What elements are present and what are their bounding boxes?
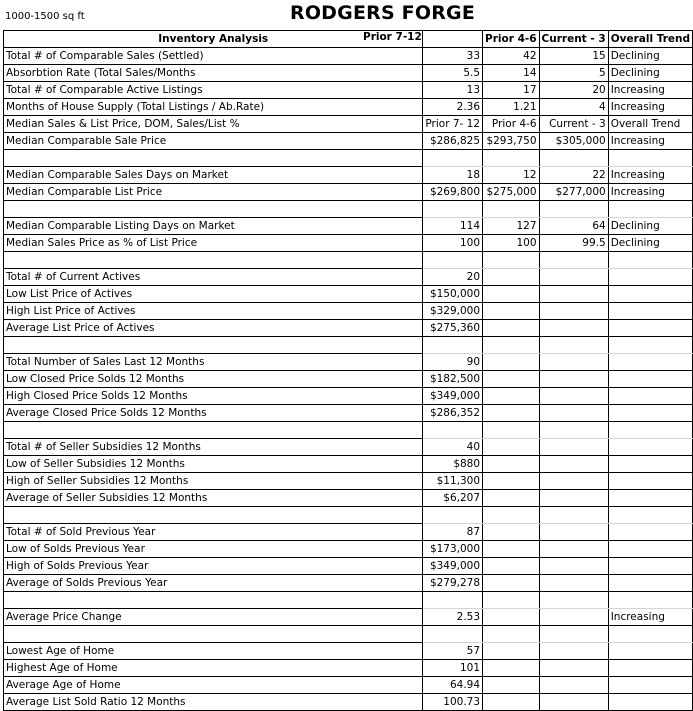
- cell-c4: [608, 541, 692, 558]
- cell-c3: [539, 388, 608, 405]
- cell-c2: $275,000: [483, 184, 540, 201]
- cell-c3: [539, 609, 608, 626]
- cell-c4: [608, 303, 692, 320]
- table-row: [4, 354, 693, 371]
- cell-c2: [483, 303, 540, 320]
- cell-c3: [539, 677, 608, 694]
- cell-c1: 90: [423, 354, 483, 371]
- cell-c2: 17: [483, 82, 540, 99]
- cell-c3: [539, 286, 608, 303]
- cell-c3: $305,000: [539, 133, 608, 150]
- cell-c1: [423, 422, 483, 439]
- cell-c2: [483, 354, 540, 371]
- table-row: [4, 218, 693, 235]
- cell-c2: 1.21: [483, 99, 540, 116]
- cell-c1: [423, 626, 483, 643]
- cell-c3: [539, 507, 608, 524]
- cell-c1: $286,352: [423, 405, 483, 422]
- cell-c4: [608, 490, 692, 507]
- cell-c2: [483, 320, 540, 337]
- cell-c1: $349,000: [423, 558, 483, 575]
- cell-c3: [539, 405, 608, 422]
- cell-c1: $275,360: [423, 320, 483, 337]
- row-label: [4, 252, 423, 269]
- table-row: [4, 439, 693, 456]
- cell-c2: [483, 643, 540, 660]
- table-row: [4, 82, 693, 99]
- row-label: Median Sales Price as % of List Price: [4, 235, 423, 252]
- spacer-row: [4, 507, 693, 524]
- cell-c2: [483, 422, 540, 439]
- cell-c4: [608, 660, 692, 677]
- table-row: [4, 320, 693, 337]
- cell-c4: Declining: [608, 218, 692, 235]
- table-row: [4, 371, 693, 388]
- row-label: High of Seller Subsidies 12 Months: [4, 473, 423, 490]
- cell-c2: [483, 558, 540, 575]
- table-row: [4, 456, 693, 473]
- cell-c2: [483, 201, 540, 218]
- row-label: High of Solds Previous Year: [4, 558, 423, 575]
- cell-c4: [608, 626, 692, 643]
- cell-c3: [539, 473, 608, 490]
- cell-c4: [608, 575, 692, 592]
- cell-c3: 64: [539, 218, 608, 235]
- cell-c2: 127: [483, 218, 540, 235]
- spacer-row: [4, 252, 693, 269]
- cell-c2: [483, 286, 540, 303]
- cell-c3: [539, 354, 608, 371]
- row-label: Average of Solds Previous Year: [4, 575, 423, 592]
- cell-c1: 101: [423, 660, 483, 677]
- cell-c3: 99.5: [539, 235, 608, 252]
- cell-c3: [539, 439, 608, 456]
- cell-c3: [539, 541, 608, 558]
- row-label: Lowest Age of Home: [4, 643, 423, 660]
- cell-c3: [539, 490, 608, 507]
- table-row: [4, 286, 693, 303]
- cell-c1: 2.53: [423, 609, 483, 626]
- page-title: RODGERS FORGE: [290, 2, 475, 24]
- cell-c1: [423, 252, 483, 269]
- cell-c1: 40: [423, 439, 483, 456]
- spacer-row: [4, 337, 693, 354]
- cell-c1: 5.5: [423, 65, 483, 82]
- row-label: Average Price Change: [4, 609, 423, 626]
- row-label: Low List Price of Actives: [4, 286, 423, 303]
- row-label: Average Age of Home: [4, 677, 423, 694]
- table-row: [4, 184, 693, 201]
- cell-c1: [423, 337, 483, 354]
- row-label: Total # of Comparable Sales (Settled): [4, 48, 423, 65]
- cell-c3: [539, 592, 608, 609]
- row-label: High Closed Price Solds 12 Months: [4, 388, 423, 405]
- cell-c2: [483, 677, 540, 694]
- cell-c4: Overall Trend: [608, 116, 692, 133]
- cell-c1: $329,000: [423, 303, 483, 320]
- row-label: [4, 422, 423, 439]
- table-row: [4, 388, 693, 405]
- cell-c2: [483, 592, 540, 609]
- row-label: Low Closed Price Solds 12 Months: [4, 371, 423, 388]
- inventory-table: [3, 30, 693, 711]
- table-row: [4, 677, 693, 694]
- cell-c1: $173,000: [423, 541, 483, 558]
- cell-c4: [608, 456, 692, 473]
- spacer-row: [4, 422, 693, 439]
- cell-c1: 2.36: [423, 99, 483, 116]
- cell-c3: [539, 337, 608, 354]
- table-row: [4, 405, 693, 422]
- row-label: High List Price of Actives: [4, 303, 423, 320]
- header-prior-7-12-label: Prior 7-12: [363, 31, 422, 43]
- header-row: [4, 31, 693, 48]
- cell-c3: 4: [539, 99, 608, 116]
- cell-c3: $277,000: [539, 184, 608, 201]
- cell-c1: $269,800: [423, 184, 483, 201]
- row-label: Total Number of Sales Last 12 Months: [4, 354, 423, 371]
- cell-c3: [539, 626, 608, 643]
- cell-c4: [608, 677, 692, 694]
- row-label: Median Sales & List Price, DOM, Sales/List %: [4, 116, 423, 133]
- cell-c2: [483, 575, 540, 592]
- cell-c2: [483, 456, 540, 473]
- table-row: [4, 541, 693, 558]
- cell-c4: [608, 592, 692, 609]
- cell-c1: $6,207: [423, 490, 483, 507]
- cell-c1: 18: [423, 167, 483, 184]
- cell-c4: [608, 388, 692, 405]
- table-row: [4, 303, 693, 320]
- cell-c4: [608, 269, 692, 286]
- table-row: [4, 524, 693, 541]
- row-label: [4, 201, 423, 218]
- row-label: Average List Sold Ratio 12 Months: [4, 694, 423, 711]
- cell-c1: $279,278: [423, 575, 483, 592]
- cell-c2: [483, 660, 540, 677]
- spacer-row: [4, 592, 693, 609]
- cell-c2: [483, 439, 540, 456]
- cell-c1: 100: [423, 235, 483, 252]
- header-inventory-analysis: Inventory Analysis: [4, 31, 423, 48]
- table-row: [4, 133, 693, 150]
- table-row: [4, 575, 693, 592]
- table-row: [4, 490, 693, 507]
- cell-c4: [608, 320, 692, 337]
- header-overall-trend: Overall Trend: [608, 31, 692, 48]
- cell-c4: Increasing: [608, 167, 692, 184]
- cell-c1: 100.73: [423, 694, 483, 711]
- cell-c4: [608, 201, 692, 218]
- cell-c1: 64.94: [423, 677, 483, 694]
- row-label: [4, 626, 423, 643]
- cell-c3: [539, 252, 608, 269]
- cell-c4: Increasing: [608, 609, 692, 626]
- cell-c4: [608, 252, 692, 269]
- cell-c1: [423, 150, 483, 167]
- cell-c2: [483, 694, 540, 711]
- cell-c4: [608, 405, 692, 422]
- cell-c2: [483, 337, 540, 354]
- cell-c2: 14: [483, 65, 540, 82]
- spacer-row: [4, 150, 693, 167]
- cell-c1: $349,000: [423, 388, 483, 405]
- table-row: [4, 167, 693, 184]
- table-row: [4, 269, 693, 286]
- cell-c3: [539, 575, 608, 592]
- cell-c3: [539, 660, 608, 677]
- cell-c1: 87: [423, 524, 483, 541]
- cell-c3: [539, 524, 608, 541]
- cell-c3: [539, 422, 608, 439]
- cell-c1: 33: [423, 48, 483, 65]
- row-label: Highest Age of Home: [4, 660, 423, 677]
- cell-c2: [483, 541, 540, 558]
- cell-c2: [483, 609, 540, 626]
- cell-c4: Increasing: [608, 99, 692, 116]
- cell-c3: [539, 269, 608, 286]
- cell-c3: [539, 150, 608, 167]
- cell-c2: [483, 405, 540, 422]
- cell-c3: [539, 303, 608, 320]
- cell-c4: [608, 524, 692, 541]
- row-label: [4, 592, 423, 609]
- table-row: [4, 235, 693, 252]
- cell-c4: Increasing: [608, 82, 692, 99]
- cell-c2: 100: [483, 235, 540, 252]
- table-row: [4, 65, 693, 82]
- cell-c1: 20: [423, 269, 483, 286]
- cell-c4: [608, 337, 692, 354]
- row-label: Total # of Current Actives: [4, 269, 423, 286]
- cell-c2: [483, 269, 540, 286]
- cell-c2: [483, 473, 540, 490]
- cell-c2: [483, 507, 540, 524]
- cell-c3: 15: [539, 48, 608, 65]
- cell-c3: 20: [539, 82, 608, 99]
- table-row: [4, 660, 693, 677]
- table-row: [4, 643, 693, 660]
- row-label: Low of Solds Previous Year: [4, 541, 423, 558]
- table-row: [4, 99, 693, 116]
- table-row: [4, 694, 693, 711]
- cell-c2: [483, 626, 540, 643]
- cell-c4: Increasing: [608, 184, 692, 201]
- row-label: Total # of Seller Subsidies 12 Months: [4, 439, 423, 456]
- row-label: Median Comparable List Price: [4, 184, 423, 201]
- cell-c2: 42: [483, 48, 540, 65]
- cell-c1: 114: [423, 218, 483, 235]
- cell-c1: $150,000: [423, 286, 483, 303]
- cell-c2: [483, 252, 540, 269]
- row-label: Median Comparable Sales Days on Market: [4, 167, 423, 184]
- cell-c1: 13: [423, 82, 483, 99]
- cell-c4: [608, 558, 692, 575]
- cell-c3: [539, 643, 608, 660]
- cell-c4: [608, 150, 692, 167]
- row-label: [4, 150, 423, 167]
- row-label: Median Comparable Sale Price: [4, 133, 423, 150]
- cell-c3: 5: [539, 65, 608, 82]
- cell-c2: [483, 371, 540, 388]
- cell-c4: [608, 371, 692, 388]
- row-label: Absorbtion Rate (Total Sales/Months: [4, 65, 423, 82]
- cell-c2: [483, 388, 540, 405]
- row-label: Average Closed Price Solds 12 Months: [4, 405, 423, 422]
- row-label: [4, 337, 423, 354]
- row-label: Average of Seller Subsidies 12 Months: [4, 490, 423, 507]
- cell-c3: [539, 558, 608, 575]
- cell-c1: Prior 7- 12: [423, 116, 483, 133]
- cell-c3: [539, 201, 608, 218]
- cell-c1: [423, 201, 483, 218]
- table-row: [4, 473, 693, 490]
- cell-c3: [539, 320, 608, 337]
- cell-c2: $293,750: [483, 133, 540, 150]
- cell-c4: [608, 473, 692, 490]
- row-label: [4, 507, 423, 524]
- cell-c4: [608, 422, 692, 439]
- cell-c2: [483, 490, 540, 507]
- cell-c2: 12: [483, 167, 540, 184]
- cell-c4: [608, 507, 692, 524]
- row-label: Total # of Sold Previous Year: [4, 524, 423, 541]
- cell-c3: 22: [539, 167, 608, 184]
- header-current-3: Current - 3: [539, 31, 608, 48]
- cell-c4: Declining: [608, 65, 692, 82]
- cell-c2: Prior 4-6: [483, 116, 540, 133]
- spacer-row: [4, 626, 693, 643]
- cell-c3: [539, 371, 608, 388]
- table-row: [4, 48, 693, 65]
- cell-c4: [608, 643, 692, 660]
- cell-c1: $182,500: [423, 371, 483, 388]
- cell-c4: [608, 694, 692, 711]
- cell-c4: Increasing: [608, 133, 692, 150]
- table-row: [4, 609, 693, 626]
- cell-c4: Declining: [608, 235, 692, 252]
- cell-c4: [608, 354, 692, 371]
- spacer-row: [4, 201, 693, 218]
- cell-c1: [423, 507, 483, 524]
- size-range-label: 1000-1500 sq ft: [5, 11, 85, 22]
- cell-c4: [608, 286, 692, 303]
- header-prior-4-6: Prior 4-6: [483, 31, 540, 48]
- row-label: Low of Seller Subsidies 12 Months: [4, 456, 423, 473]
- cell-c3: [539, 456, 608, 473]
- row-label: Months of House Supply (Total Listings / Ab.Rate): [4, 99, 423, 116]
- cell-c3: [539, 694, 608, 711]
- cell-c2: [483, 150, 540, 167]
- row-label: Median Comparable Listing Days on Market: [4, 218, 423, 235]
- table-row: [4, 558, 693, 575]
- cell-c2: [483, 524, 540, 541]
- cell-c1: $11,300: [423, 473, 483, 490]
- cell-c4: Declining: [608, 48, 692, 65]
- cell-c3: Current - 3: [539, 116, 608, 133]
- row-label: Total # of Comparable Active Listings: [4, 82, 423, 99]
- cell-c4: [608, 439, 692, 456]
- cell-c1: 57: [423, 643, 483, 660]
- header-prior-7-12: [423, 31, 483, 48]
- cell-c1: $880: [423, 456, 483, 473]
- table-row: [4, 116, 693, 133]
- cell-c1: $286,825: [423, 133, 483, 150]
- cell-c1: [423, 592, 483, 609]
- row-label: Average List Price of Actives: [4, 320, 423, 337]
